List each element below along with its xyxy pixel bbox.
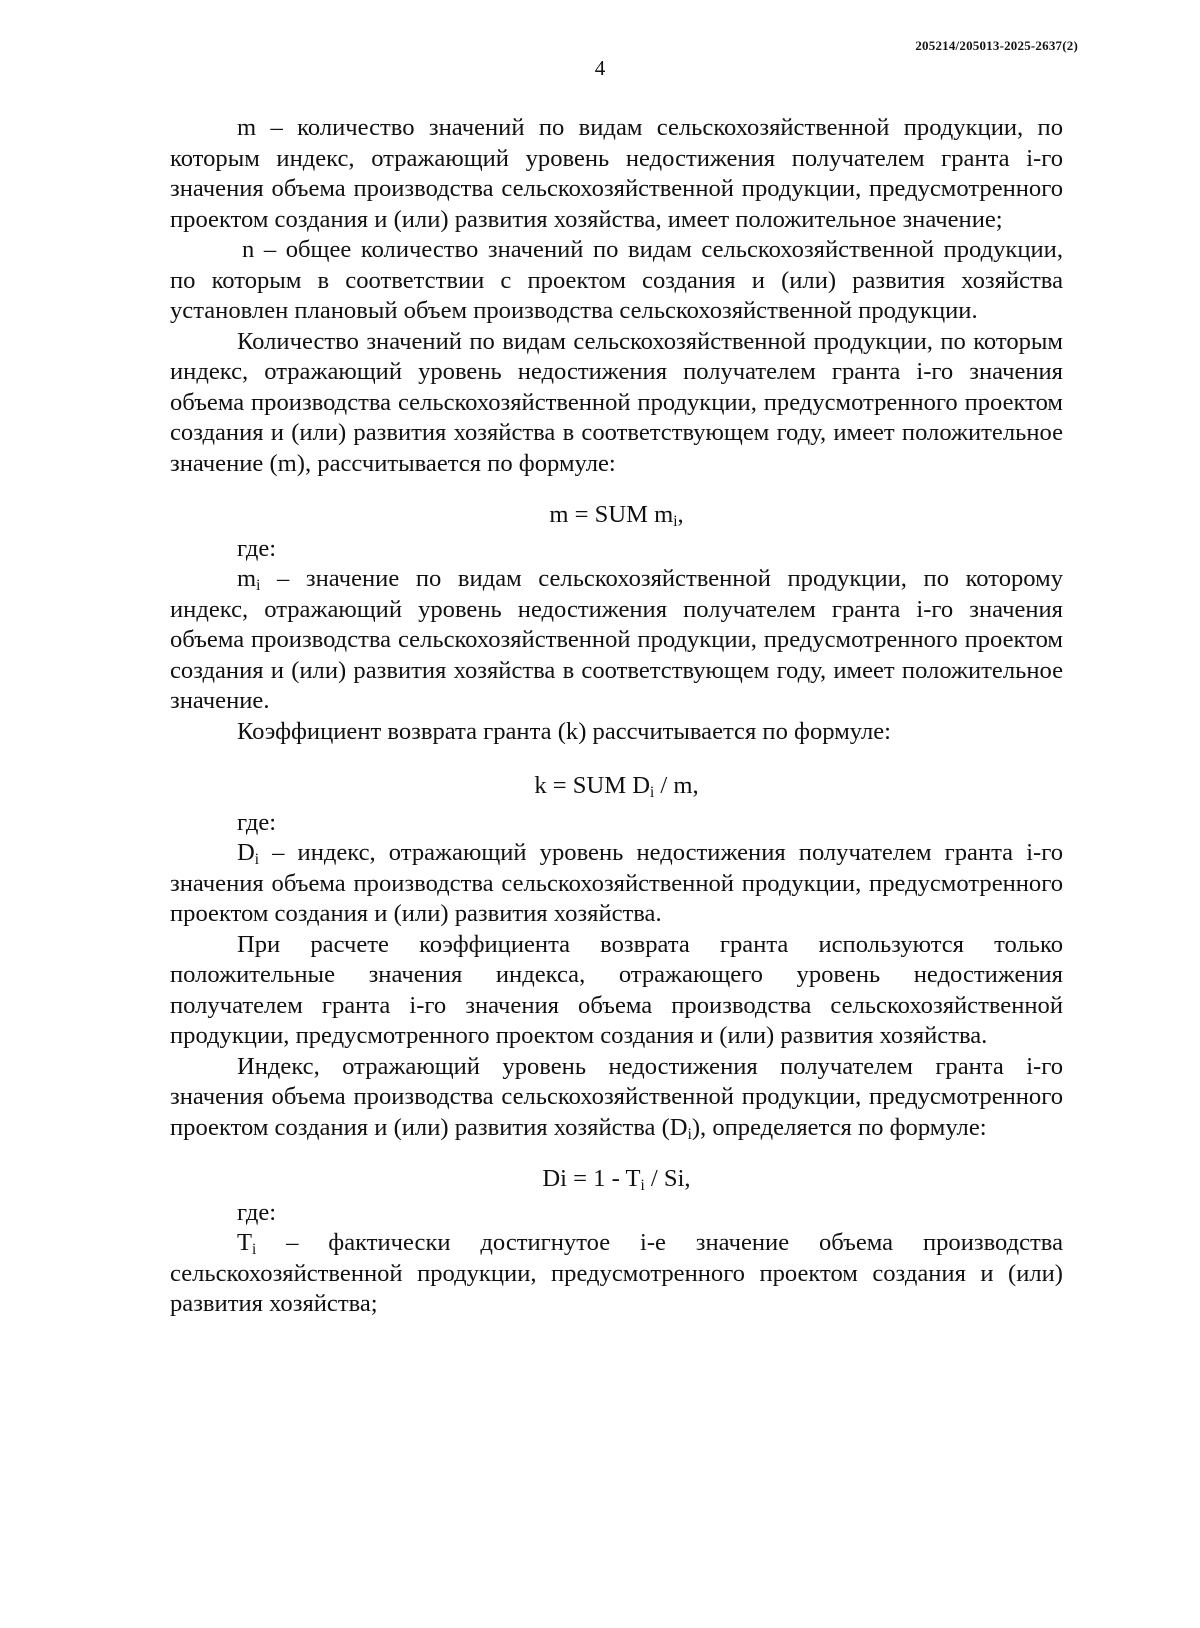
paragraph-mi-definition: $m_i$ – значение по видам сельскохозяйственной продукции, по которому индекс, отражающий уровень недостижения получателем гранта i-го значения объема производства сельскохозяйственной продукции, предусмотренного проектом создания и (или) развития хозяйства в соответствующем году, имеет положительное значение. xyxy=(170,565,1063,714)
paragraph-ti-definition: $T_i$ – фактически достигнутое i-е значение объема производства сельскохозяйственной продукции, предусмотренного проектом создания и (или) развития хозяйства; xyxy=(170,1229,1063,1317)
page-number: 4 xyxy=(594,56,606,80)
formula-m-sum: m = SUM $m_i$, xyxy=(549,501,684,530)
where-label: где: xyxy=(237,808,277,836)
where-label: где: xyxy=(237,534,277,562)
paragraph-k-intro: Коэффициент возврата гранта (k) рассчитывается по формуле: xyxy=(237,717,891,745)
paragraph-di-definition: $D_i$ – индекс, отражающий уровень недостижения получателем гранта i-го значения объема производства сельскохозяйственной продукции, предусмотренного проектом создания и (или) развития хозяйства. xyxy=(170,839,1063,927)
document-body xyxy=(170,113,1063,1320)
paragraph-positive-values: При расчете коэффициента возврата гранта используются только положительные значения индекса, отражающего уровень недостижения получателем гранта i-го значения объема производства сельскохозяйственной продукции, предусмотренного проектом создания и (или) развития хозяйства. xyxy=(170,930,1063,1049)
formula-di: $Di = 1 - T_i / Si$, xyxy=(542,1165,691,1194)
paragraph-di-intro: Индекс, отражающий уровень недостижения получателем гранта i-го значения объема производства сельскохозяйственной продукции, предусмотренного проектом создания и (или) развития хозяйства $(D_i)$, определяется по формуле: xyxy=(170,1052,1063,1143)
paragraph-m-count: Количество значений по видам сельскохозяйственной продукции, по которым индекс, отражающий уровень недостижения получателем гранта i-го значения объема производства сельскохозяйственной продукции, предусмотренного проектом создания и (или) развития хозяйства в соответствующем году, имеет положительное значение (m), рассчитывается по формуле: xyxy=(170,327,1063,477)
paragraph-n-definition: n – общее количество значений по видам сельскохозяйственной продукции, по которым в соответствии с проектом создания и (или) развития хозяйства установлен плановый объем производства сельскохозяйственной продукции. xyxy=(170,236,1063,324)
paragraph-m-definition: m – количество значений по видам сельскохозяйственной продукции, по которым индекс, отражающий уровень недостижения получателем гранта i-го значения объема производства сельскохозяйственной продукции, предусмотренного проектом создания и (или) развития хозяйства, имеет положительное значение; xyxy=(170,114,1063,233)
where-label: где: xyxy=(237,1198,277,1226)
formula-k: k = SUM $D_i$ / m, xyxy=(534,772,699,801)
document-number: 205214/205013-2025-2637(2) xyxy=(915,38,1078,53)
